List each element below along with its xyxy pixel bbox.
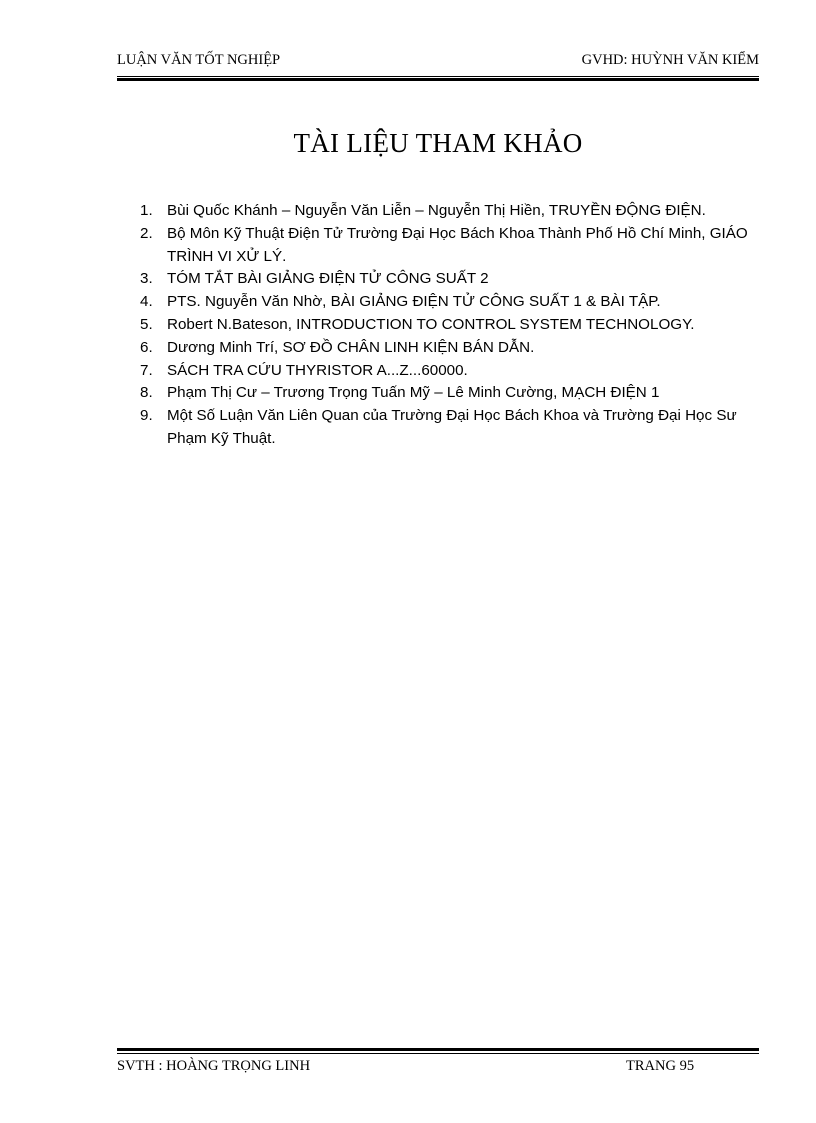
footer-rule-thick: [117, 1048, 759, 1051]
reference-text: Phạm Thị Cư – Trương Trọng Tuấn Mỹ – Lê Minh Cường, MẠCH ĐIỆN 1: [167, 384, 660, 402]
reference-item: [140, 200, 760, 223]
reference-item: [140, 223, 760, 269]
reference-item: [140, 291, 760, 314]
header-thesis-label: LUẬN VĂN TỐT NGHIỆP: [117, 52, 281, 68]
reference-number: 6.: [140, 338, 153, 356]
reference-number: 5.: [140, 315, 153, 333]
reference-item: [140, 405, 760, 451]
reference-item: [140, 360, 760, 383]
reference-number: 4.: [140, 293, 153, 311]
reference-number: 8.: [140, 384, 153, 402]
header-rule-thin: [117, 76, 759, 77]
footer-student: SVTH : HOÀNG TRỌNG LINH: [117, 1058, 311, 1074]
reference-text: TÓM TẮT BÀI GIẢNG ĐIỆN TỬ CÔNG SUẤT 2: [167, 270, 489, 288]
reference-number: 2.: [140, 224, 153, 242]
reference-item: [140, 314, 760, 337]
reference-item: [140, 382, 760, 405]
footer-rule-thin: [117, 1053, 759, 1054]
reference-number: 9.: [140, 407, 153, 425]
reference-text: SÁCH TRA CỨU THYRISTOR A...Z...60000.: [167, 361, 468, 379]
page-title: TÀI LIỆU THAM KHẢO: [293, 128, 583, 158]
reference-item: [140, 337, 760, 360]
reference-text: Dương Minh Trí, SƠ ĐỒ CHÂN LINH KIỆN BÁN DẪN.: [167, 338, 535, 356]
header-rule-thick: [117, 78, 759, 81]
reference-text: Robert N.Bateson, INTRODUCTION TO CONTROL SYSTEM TECHNOLOGY.: [167, 315, 695, 333]
reference-number: 1.: [140, 202, 153, 219]
reference-number: 3.: [140, 270, 153, 288]
reference-text: Bộ Môn Kỹ Thuật Điện Tử Trường Đại Học Bách Khoa Thành Phố Hồ Chí Minh, GIÁO TRÌNH VI XỬ LÝ.: [167, 224, 748, 265]
page-number: TRANG 95: [626, 1058, 695, 1074]
reference-text: Bùi Quốc Khánh – Nguyễn Văn Liễn – Nguyễn Thị Hiền, TRUYỀN ĐỘNG ĐIỆN.: [167, 202, 706, 219]
reference-text: PTS. Nguyễn Văn Nhờ, BÀI GIẢNG ĐIỆN TỬ CÔNG SUẤT 1 & BÀI TẬP.: [167, 293, 661, 311]
reference-text: Một Số Luận Văn Liên Quan của Trường Đại Học Bách Khoa và Trường Đại Học Sư Phạm Kỹ Thuật.: [167, 407, 737, 447]
reference-list: [140, 200, 760, 451]
page-header: [117, 52, 759, 76]
header-advisor: GVHD: HUỲNH VĂN KIỂM: [581, 52, 759, 68]
reference-item: [140, 268, 760, 291]
reference-number: 7.: [140, 361, 153, 379]
